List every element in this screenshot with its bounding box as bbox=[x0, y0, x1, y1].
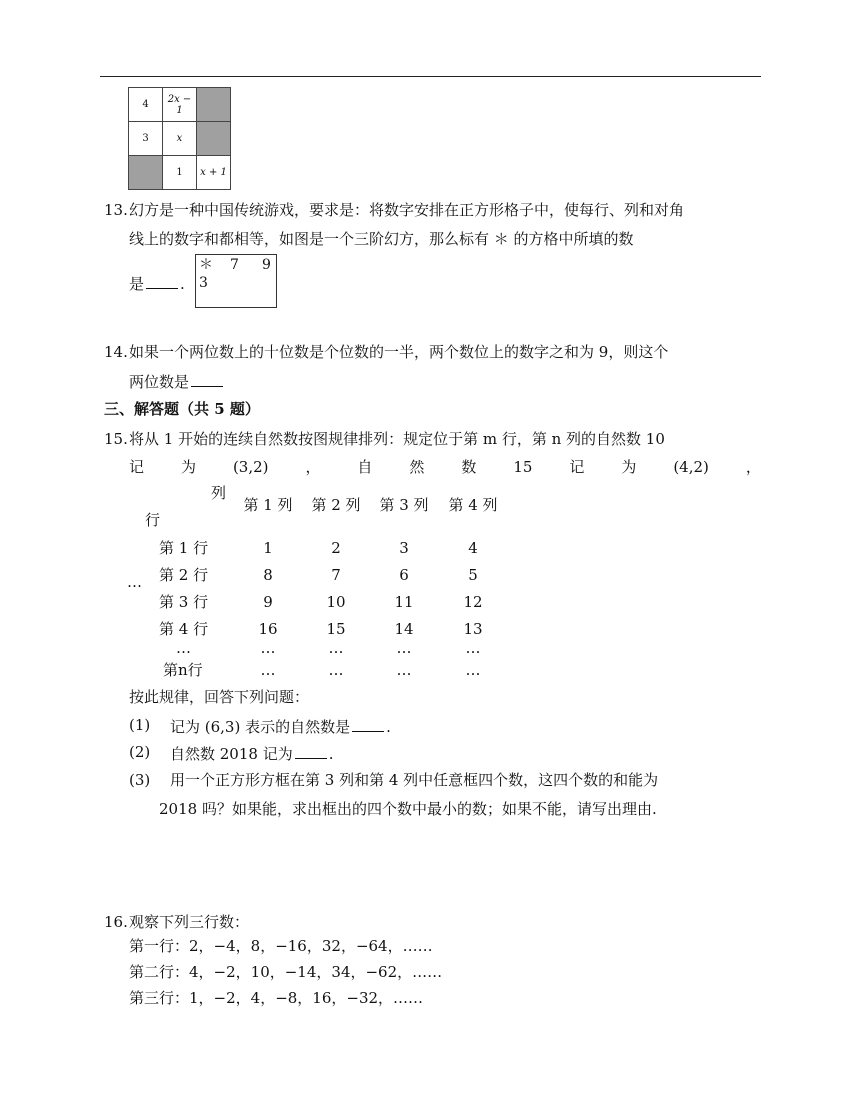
q15-sub1-text bbox=[170, 718, 391, 735]
table-row-header: 第 4 行 bbox=[159, 620, 209, 638]
q15-word: 记 bbox=[569, 458, 585, 476]
header-rule bbox=[100, 76, 761, 77]
q14-text-line1: 如果一个两位数上的十位数是个位数的一半，两个数位上的数字之和为 9，则这个 bbox=[129, 343, 669, 361]
q15-word: 自 bbox=[357, 458, 373, 476]
q15-sub1-blank bbox=[352, 718, 384, 732]
table-corner-row-label: 行 bbox=[145, 511, 161, 529]
q13-line3-post: . bbox=[180, 275, 185, 293]
q15-word: 然 bbox=[409, 458, 425, 476]
table-cell: 2 bbox=[331, 539, 341, 557]
q15-sub2-pre: 自然数 2018 记为 bbox=[170, 745, 293, 763]
table-row-header: 第 2 行 bbox=[159, 566, 209, 584]
q13-answer-blank bbox=[146, 275, 178, 289]
magic-square-cell: 7 bbox=[230, 257, 239, 273]
table-cell: … bbox=[260, 639, 276, 657]
table-cell: 4 bbox=[468, 539, 478, 557]
q15-sub1-post: . bbox=[386, 718, 391, 736]
q15-number: 15. bbox=[104, 430, 128, 448]
q15-text-line2 bbox=[129, 460, 761, 475]
q15-sub1-pre: 记为 (6,3) 表示的自然数是 bbox=[170, 718, 351, 736]
table-cell: 7 bbox=[331, 566, 341, 584]
q15-word: 为 bbox=[180, 458, 196, 476]
section-title: 三、解答题（共 5 题） bbox=[104, 400, 260, 418]
q13-number: 13. bbox=[104, 201, 128, 219]
q13-text-line2: 线上的数字和都相等，如图是一个三阶幻方，那么标有 ＊ 的方格中所填的数 bbox=[129, 230, 634, 248]
table-cell: 13 bbox=[463, 620, 483, 638]
table-row-header: 第 3 行 bbox=[159, 593, 209, 611]
q15-sub3-line2: 2018 吗？如果能，求出框出的四个数中最小的数；如果不能，请写出理由. bbox=[159, 800, 657, 818]
table-cell: 15 bbox=[326, 620, 346, 638]
q16-row1: 第一行：2，−4，8，−16，32，−64，…… bbox=[129, 937, 433, 955]
magic-square-cell: 3 bbox=[199, 275, 208, 291]
q15-text-line1: 将从 1 开始的连续自然数按图规律排列：规定位于第 m 行，第 n 列的自然数 10 bbox=[129, 430, 665, 448]
q15-word: ， bbox=[305, 458, 321, 476]
q14-answer-blank bbox=[191, 373, 223, 387]
q15-sub3-number: (3) bbox=[129, 771, 151, 789]
q14-text-line2 bbox=[129, 373, 225, 390]
table-row-header: 第 1 行 bbox=[159, 539, 209, 557]
table-cell: 6 bbox=[399, 566, 409, 584]
table-cell: 12 bbox=[463, 593, 483, 611]
table-cell: … bbox=[396, 639, 412, 657]
table-cell: 1 bbox=[263, 539, 273, 557]
q15-word: 记 bbox=[129, 458, 145, 476]
q15-sub2-post: . bbox=[328, 745, 334, 763]
grid-cell: 1 bbox=[163, 156, 197, 190]
table-cell: 3 bbox=[399, 539, 409, 557]
grid-cell: 3 bbox=[129, 122, 163, 156]
q13-text-line1: 幻方是一种中国传统游戏，要求是：将数字安排在正方形格子中，使每行、列和对角 bbox=[129, 201, 685, 219]
q15-word: 15 bbox=[513, 458, 533, 476]
table-cell: 14 bbox=[394, 620, 414, 638]
table-cell: 10 bbox=[326, 593, 346, 611]
grid-cell-shaded bbox=[197, 122, 231, 156]
grid-cell: x bbox=[163, 122, 197, 156]
table-cell: … bbox=[465, 639, 481, 657]
q15-sub2-blank bbox=[295, 745, 327, 759]
table-col-header: 第 3 列 bbox=[379, 496, 429, 514]
q14-line2-text: 两位数是 bbox=[129, 373, 190, 391]
q15-word: ， bbox=[745, 458, 761, 476]
magic-square-cell: ＊ bbox=[199, 257, 213, 273]
table-cell: 9 bbox=[263, 593, 273, 611]
q15-ellipsis: … bbox=[127, 573, 142, 591]
q16-row2: 第二行：4，−2，10，−14，34，−62，…… bbox=[129, 963, 443, 981]
q15-sub3-line1: 用一个正方形方框在第 3 列和第 4 列中任意框四个数，这四个数的和能为 bbox=[170, 771, 659, 789]
q15-intro: 按此规律，回答下列问题： bbox=[129, 688, 310, 706]
q15-word: 数 bbox=[461, 458, 477, 476]
table-cell: 16 bbox=[258, 620, 278, 638]
q15-word: (3,2) bbox=[232, 458, 269, 476]
table-cell: … bbox=[396, 661, 412, 679]
grid-cell: x + 1 bbox=[197, 156, 231, 190]
q16-row3: 第三行：1，−2，4，−8，16，−32，…… bbox=[129, 989, 424, 1007]
grid-cell-shaded bbox=[129, 156, 163, 190]
magic-square-cell: 9 bbox=[262, 257, 271, 273]
q15-word: 为 bbox=[621, 458, 637, 476]
table-row-header: 第n行 bbox=[163, 661, 203, 679]
table-col-header: 第 4 列 bbox=[448, 496, 498, 514]
grid-cell-shaded bbox=[197, 88, 231, 122]
table-cell: 11 bbox=[394, 593, 414, 611]
table-cell: … bbox=[465, 661, 481, 679]
q16-text-line1: 观察下列三行数： bbox=[129, 913, 250, 931]
grid-cell: 4 bbox=[129, 88, 163, 122]
table-cell: … bbox=[328, 639, 344, 657]
q13-line3-pre: 是 bbox=[129, 275, 145, 293]
table-cell: … bbox=[328, 661, 344, 679]
table-row-header: … bbox=[176, 639, 191, 657]
table-col-header: 第 2 列 bbox=[311, 496, 361, 514]
algebra-grid-figure bbox=[128, 87, 231, 190]
q15-word: (4,2) bbox=[673, 458, 709, 476]
q15-sub2-text bbox=[170, 745, 334, 762]
q15-sub1-number: (1) bbox=[129, 716, 151, 734]
magic-square-figure bbox=[195, 254, 277, 308]
table-cell: 5 bbox=[468, 566, 478, 584]
grid-cell: 2x − 1 bbox=[163, 88, 197, 122]
table-col-header: 第 1 列 bbox=[243, 496, 293, 514]
table-cell: … bbox=[260, 661, 276, 679]
q16-number: 16. bbox=[104, 913, 128, 931]
table-corner-col-label: 列 bbox=[211, 484, 227, 502]
table-cell: 8 bbox=[263, 566, 273, 584]
q15-sub2-number: (2) bbox=[129, 743, 151, 761]
q13-text-line3 bbox=[129, 275, 185, 292]
q14-number: 14. bbox=[104, 343, 128, 361]
